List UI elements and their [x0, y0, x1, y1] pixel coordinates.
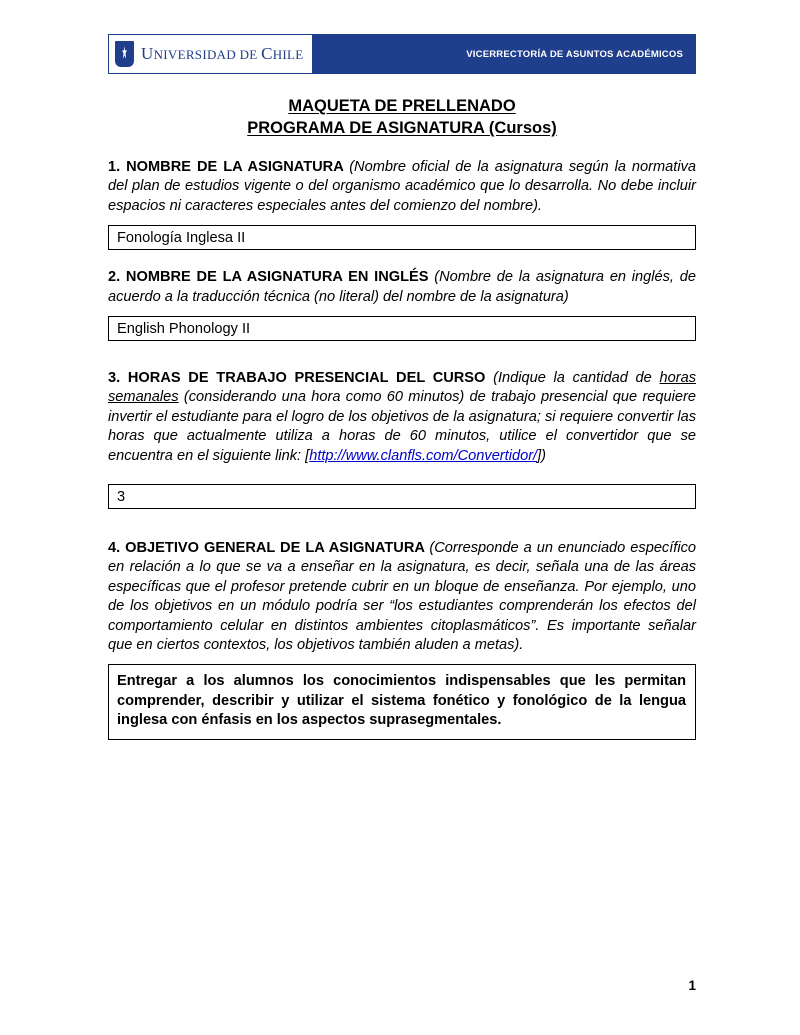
section-3-number: 3. HORAS DE TRABAJO PRESENCIAL DEL CURSO: [108, 369, 494, 386]
section-4: [108, 539, 696, 655]
section-3-answer-field[interactable]: 3: [108, 484, 696, 509]
section-2-number: 2. NOMBRE DE LA ASIGNATURA EN INGLÉS: [108, 269, 435, 286]
section-3-hint-part2: (considerando una hora como 60 minutos) de trabajo presencial que requiere invertir el estudiante para el logro de los objetivos de la asignatura; si requiere convertir las horas que actualmente utiliza a horas de 60 minutos, utilice el convertidor que se encuentra en el siguiente link: [: [108, 389, 696, 464]
page-title: [108, 96, 696, 140]
spacer: [108, 655, 696, 664]
spacer: [108, 216, 696, 225]
section-4-hint: (Corresponde a un enunciado específico en relación a lo que se va a enseñar en la asignatura, es decir, señala una de las áreas específicas que el profesor pretende cubrir en un bloque de enseñanza. Por ejemplo, uno de los objetivos en un módulo podría ser “los estudiantes comprenderán los efectos del comportamiento celular en distintos ambientes citoplasmáticos”. Es importante señalar que en ciertos contextos, los objetivos también aluden a metas).: [108, 539, 696, 653]
spacer: [108, 466, 696, 484]
university-name-hile: HILE: [272, 47, 304, 62]
university-name-u: U: [141, 44, 154, 63]
section-2-hint: (Nombre de la asignatura en inglés, de acuerdo a la traducción técnica (no literal) del nombre de la asignatura): [108, 269, 696, 305]
page-title-line-1: MAQUETA DE PRELLENADO: [288, 97, 516, 115]
section-4-number: 4. OBJETIVO GENERAL DE LA ASIGNATURA: [108, 539, 430, 556]
university-name-c: C: [261, 44, 273, 63]
page-number: 1: [688, 978, 696, 993]
section-3-hint-underlined: horas semanales: [108, 369, 696, 406]
university-crest-icon: [115, 41, 134, 67]
section-1-number: 1. NOMBRE DE LA ASIGNATURA: [108, 158, 350, 175]
university-name-niversidad: NIVERSIDAD DE: [153, 47, 262, 62]
spacer: [108, 307, 696, 316]
page-title-line-2: PROGRAMA DE ASIGNATURA (Cursos): [247, 118, 557, 137]
university-name: [141, 44, 304, 64]
section-2-answer-field[interactable]: English Phonology II: [108, 316, 696, 341]
section-3-hint-part1: (Indique la cantidad de: [493, 369, 660, 386]
page-header-banner: [108, 34, 696, 74]
section-1-hint: (Nombre oficial de la asignatura según la normativa del plan de estudios vigente o del organismo académico que lo desarrolla. No debe incluir espacios ni caracteres especiales antes del comienzo del nombre).: [108, 158, 696, 214]
section-4-answer-field[interactable]: Entregar a los alumnos los conocimientos indispensables que les permitan comprender, describir y utilizar el sistema fonético y fonológico de la lengua inglesa con énfasis en los aspectos suprasegmentales.: [108, 664, 696, 739]
section-3: [108, 369, 696, 466]
convertidor-link[interactable]: http://www.clanfls.com/Convertidor/: [309, 447, 538, 464]
university-logo: [109, 35, 312, 73]
section-2: [108, 268, 696, 307]
banner-department-label: VICERRECTORÍA DE ASUNTOS ACADÉMICOS: [466, 48, 683, 60]
section-1: [108, 158, 696, 216]
banner-department: [312, 35, 695, 73]
section-1-answer-field[interactable]: Fonología Inglesa II: [108, 225, 696, 250]
section-3-hint-part3: ]): [537, 447, 547, 464]
